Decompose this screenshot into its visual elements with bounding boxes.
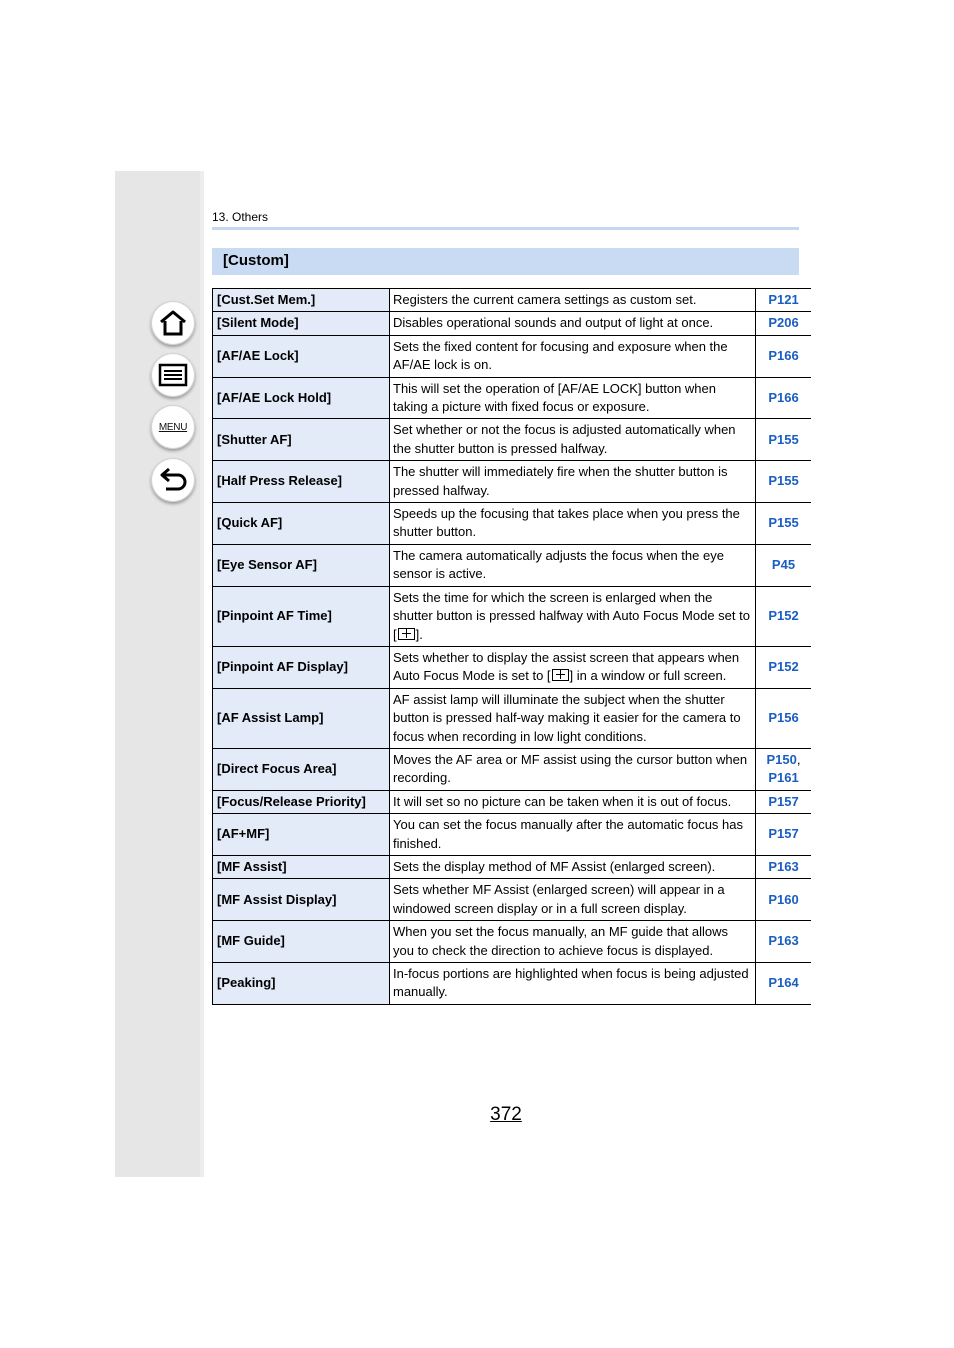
back-arrow-icon	[158, 467, 188, 493]
setting-name: [Pinpoint AF Time]	[213, 586, 390, 646]
menu-button[interactable]	[151, 405, 195, 449]
page-reference	[756, 814, 812, 856]
table-row	[213, 879, 812, 921]
setting-name: [MF Assist Display]	[213, 879, 390, 921]
page-reference	[756, 419, 812, 461]
custom-settings-table	[212, 288, 811, 1005]
setting-description	[390, 586, 756, 646]
contents-button[interactable]	[151, 353, 195, 397]
page-link[interactable]: P160	[768, 891, 799, 907]
table-row	[213, 748, 812, 790]
page-reference	[756, 503, 812, 545]
page-link[interactable]: P166	[768, 348, 799, 364]
setting-name: [AF/AE Lock]	[213, 335, 390, 377]
setting-description: AF assist lamp will illuminate the subject when the shutter button is pressed half-way making it easier for the camera to focus when recording in low light conditions.	[390, 688, 756, 748]
pinpoint-af-icon	[398, 628, 415, 640]
setting-name: [Shutter AF]	[213, 419, 390, 461]
page-reference	[756, 335, 812, 377]
page-link[interactable]: P45	[771, 557, 796, 573]
table-row	[213, 503, 812, 545]
setting-name: [Direct Focus Area]	[213, 748, 390, 790]
page-reference	[756, 461, 812, 503]
table-row	[213, 586, 812, 646]
home-icon	[158, 309, 188, 337]
page-reference	[756, 879, 812, 921]
table-row	[213, 921, 812, 963]
setting-description: Sets the display method of MF Assist (enlarged screen).	[390, 855, 756, 878]
pinpoint-af-icon	[552, 669, 569, 681]
setting-name: [AF+MF]	[213, 814, 390, 856]
page-reference	[756, 921, 812, 963]
setting-name: [Peaking]	[213, 963, 390, 1005]
page-link[interactable]: P155	[768, 431, 799, 447]
setting-name: [Quick AF]	[213, 503, 390, 545]
table-row	[213, 790, 812, 813]
setting-description: Sets the fixed content for focusing and exposure when the AF/AE lock is on.	[390, 335, 756, 377]
table-row	[213, 963, 812, 1005]
setting-description: It will set so no picture can be taken when it is out of focus.	[390, 790, 756, 813]
page-reference	[756, 544, 812, 586]
menu-icon: MENU	[158, 421, 188, 433]
setting-name: [Focus/Release Priority]	[213, 790, 390, 813]
setting-description: You can set the focus manually after the automatic focus has finished.	[390, 814, 756, 856]
setting-description: Sets whether MF Assist (enlarged screen) will appear in a windowed screen display or in a full screen display.	[390, 879, 756, 921]
back-button[interactable]	[151, 458, 195, 502]
page-link[interactable]: P155	[768, 473, 799, 489]
setting-name: [AF/AE Lock Hold]	[213, 377, 390, 419]
page-link[interactable]: P157	[768, 826, 799, 842]
page-number: 372	[490, 1104, 522, 1125]
setting-name: [Half Press Release]	[213, 461, 390, 503]
page-link[interactable]: P164	[768, 975, 799, 991]
page-link[interactable]: P163	[768, 858, 799, 874]
page-reference	[756, 586, 812, 646]
setting-description: Moves the AF area or MF assist using the cursor button when recording.	[390, 748, 756, 790]
setting-name: [MF Assist]	[213, 855, 390, 878]
page-link[interactable]: P152	[768, 659, 799, 675]
page-reference	[756, 688, 812, 748]
page-reference	[756, 289, 812, 312]
table-row	[213, 544, 812, 586]
table-row	[213, 312, 812, 335]
setting-name: [Pinpoint AF Display]	[213, 646, 390, 688]
description-text: Sets whether to display the assist screen that appears when Auto Focus Mode is set to [	[393, 649, 740, 684]
page-separator: ,	[796, 751, 801, 767]
home-button[interactable]	[151, 301, 195, 345]
table-row	[213, 646, 812, 688]
section-title: [Custom]	[223, 252, 289, 269]
setting-description: This will set the operation of [AF/AE LOCK] button when taking a picture with fixed focus or exposure.	[390, 377, 756, 419]
setting-description: Set whether or not the focus is adjusted automatically when the shutter button is pressed halfway.	[390, 419, 756, 461]
setting-name: [MF Guide]	[213, 921, 390, 963]
page-link[interactable]: P166	[768, 389, 799, 405]
page-reference	[756, 790, 812, 813]
setting-description: Speeds up the focusing that takes place when you press the shutter button.	[390, 503, 756, 545]
setting-name: [AF Assist Lamp]	[213, 688, 390, 748]
page-link[interactable]: P163	[768, 933, 799, 949]
section-header	[212, 248, 799, 275]
list-icon	[158, 363, 188, 387]
page-link[interactable]: P155	[768, 515, 799, 531]
setting-description: The camera automatically adjusts the focus when the eye sensor is active.	[390, 544, 756, 586]
breadcrumb: 13. Others	[212, 210, 269, 224]
table-row	[213, 855, 812, 878]
page-link[interactable]: P150	[766, 751, 797, 767]
page-link[interactable]: P161	[768, 770, 799, 786]
breadcrumb-divider	[212, 227, 799, 230]
setting-description: When you set the focus manually, an MF guide that allows you to check the direction to achieve focus is displayed.	[390, 921, 756, 963]
setting-description: In-focus portions are highlighted when focus is being adjusted manually.	[390, 963, 756, 1005]
table-row	[213, 335, 812, 377]
setting-description: The shutter will immediately fire when the shutter button is pressed halfway.	[390, 461, 756, 503]
page-link[interactable]: P152	[768, 608, 799, 624]
sidebar-edge	[200, 171, 204, 1177]
setting-description: Disables operational sounds and output of light at once.	[390, 312, 756, 335]
page-reference	[756, 748, 812, 790]
setting-name: [Silent Mode]	[213, 312, 390, 335]
setting-name: [Cust.Set Mem.]	[213, 289, 390, 312]
table-row	[213, 377, 812, 419]
page-reference	[756, 377, 812, 419]
page-reference	[756, 963, 812, 1005]
table-row	[213, 461, 812, 503]
page-link[interactable]: P121	[768, 292, 799, 307]
description-text: ] in a window or full screen.	[569, 668, 727, 684]
setting-description: Registers the current camera settings as custom set.	[390, 289, 756, 312]
page-link[interactable]: P206	[768, 315, 799, 331]
table-row	[213, 814, 812, 856]
page-reference	[756, 312, 812, 335]
page-link[interactable]: P156	[768, 710, 799, 726]
table-row	[213, 688, 812, 748]
page-reference	[756, 646, 812, 688]
table-row	[213, 419, 812, 461]
table-row	[213, 289, 812, 312]
setting-name: [Eye Sensor AF]	[213, 544, 390, 586]
page-link[interactable]: P157	[768, 793, 799, 809]
description-text: Sets the time for which the screen is enlarged when the shutter button is pressed halfway with Auto Focus Mode set to [	[393, 589, 750, 642]
page-reference	[756, 855, 812, 878]
setting-description	[390, 646, 756, 688]
description-text: ].	[415, 626, 423, 642]
